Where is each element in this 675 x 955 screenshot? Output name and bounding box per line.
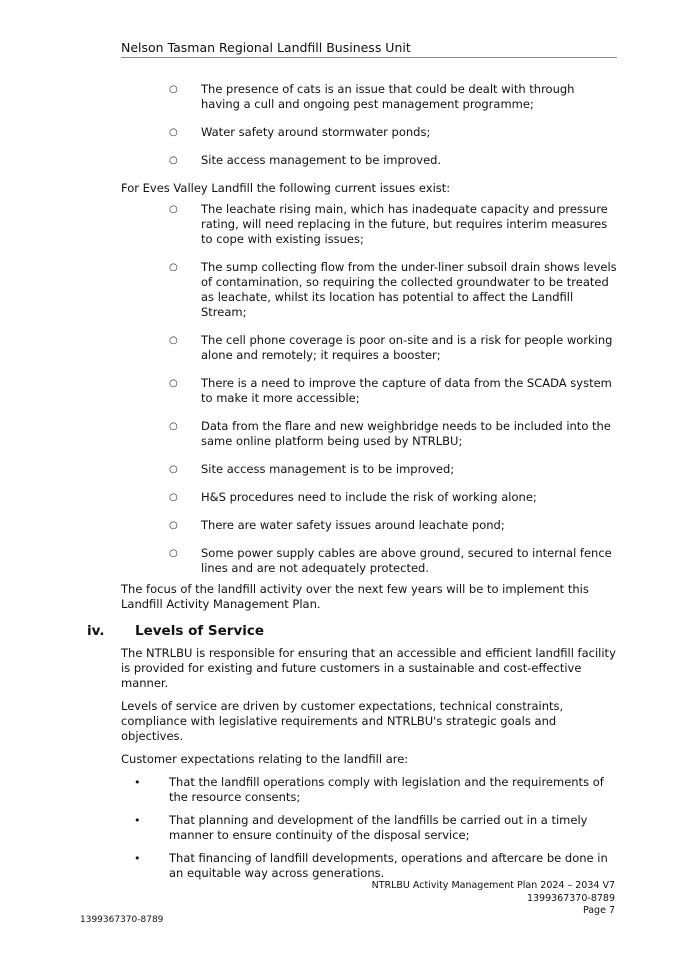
circle-bullet-icon: ○: [169, 421, 178, 432]
circle-bullet-icon: ○: [169, 335, 178, 346]
footer-reference: 1399367370-8789: [526, 892, 615, 904]
list-item: ○ Site access management is to be improved;: [169, 462, 455, 476]
circle-bullet-icon: ○: [169, 155, 178, 166]
list-item: ○ The leachate rising main, which has inadequate capacity and pressure rating, will need replacing in the future, but requires interim measures to cope with existing issues;: [169, 202, 608, 246]
circle-bullet-icon: ○: [169, 378, 178, 389]
page-header-title: Nelson Tasman Regional Landfill Business Unit: [121, 40, 411, 55]
page-footer: [372, 880, 615, 918]
list-item: ○ The sump collecting flow from the under-liner subsoil drain shows levels of contamination, so requiring the collected groundwater to be treated as leachate, whilst its location has potential to affect the Landfill Stream;: [169, 260, 617, 319]
bullet-icon: •: [134, 814, 141, 827]
paragraph: Customer expectations relating to the landfill are:: [121, 752, 409, 766]
header-divider: [121, 57, 617, 58]
section-title: Levels of Service: [135, 623, 265, 639]
list-item: ○ There are water safety issues around leachate pond;: [169, 518, 505, 532]
document-id: 1399367370-8789: [80, 915, 164, 925]
list-item: ○ Data from the flare and new weighbridge needs to be included into the same online platform being used by NTRLBU;: [169, 419, 611, 448]
list-item: ○ The presence of cats is an issue that could be dealt with through having a cull and ongoing pest management programme;: [169, 82, 575, 111]
footer-plan-title: NTRLBU Activity Management Plan 2024 – 2034 V7: [371, 880, 615, 891]
issues-list-nelson: [121, 82, 617, 168]
circle-bullet-icon: ○: [169, 262, 178, 273]
section-number: iv.: [87, 623, 105, 639]
list-item: • That the landfill operations comply with legislation and the requirements of the resource consents;: [134, 775, 604, 804]
bullet-icon: •: [134, 852, 141, 865]
document-body: [87, 82, 617, 889]
section-heading: [87, 622, 617, 640]
bullet-icon: •: [134, 776, 141, 789]
list-item: ○ Some power supply cables are above ground, secured to internal fence lines and are not adequately protected.: [169, 546, 612, 575]
list-item: ○ The cell phone coverage is poor on-site and is a risk for people working alone and remotely; it requires a booster;: [169, 333, 613, 362]
list-item: ○ There is a need to improve the capture of data from the SCADA system to make it more accessible;: [169, 376, 612, 405]
list-item: • That planning and development of the landfills be carried out in a timely manner to ensure continuity of the disposal service;: [134, 813, 588, 842]
circle-bullet-icon: ○: [169, 204, 178, 215]
circle-bullet-icon: ○: [169, 464, 178, 475]
customer-expectations-list: [121, 775, 617, 881]
focus-paragraph: The focus of the landfill activity over the next few years will be to implement this Landfill Activity Management Plan.: [121, 582, 589, 611]
circle-bullet-icon: ○: [169, 520, 178, 531]
list-item: • That financing of landfill developments, operations and aftercare be done in an equitable way across generations.: [134, 851, 608, 880]
circle-bullet-icon: ○: [169, 127, 178, 138]
circle-bullet-icon: ○: [169, 492, 178, 503]
list-item: ○ H&S procedures need to include the risk of working alone;: [169, 490, 537, 504]
eves-valley-intro: For Eves Valley Landfill the following current issues exist:: [121, 181, 451, 195]
circle-bullet-icon: ○: [169, 548, 178, 559]
page-number: Page 7: [582, 905, 615, 916]
paragraph: Levels of service are driven by customer expectations, technical constraints, compliance with legislative requirements and NTRLBU's strategic goals and objectives.: [121, 699, 564, 743]
paragraph: The NTRLBU is responsible for ensuring that an accessible and efficient landfill facility is provided for existing and future customers in a sustainable and cost-effective manner.: [121, 646, 616, 690]
list-item: ○ Water safety around stormwater ponds;: [169, 125, 431, 139]
circle-bullet-icon: ○: [169, 84, 178, 95]
issues-list-eves-valley: [121, 202, 617, 576]
list-item: ○ Site access management to be improved.: [169, 153, 442, 167]
